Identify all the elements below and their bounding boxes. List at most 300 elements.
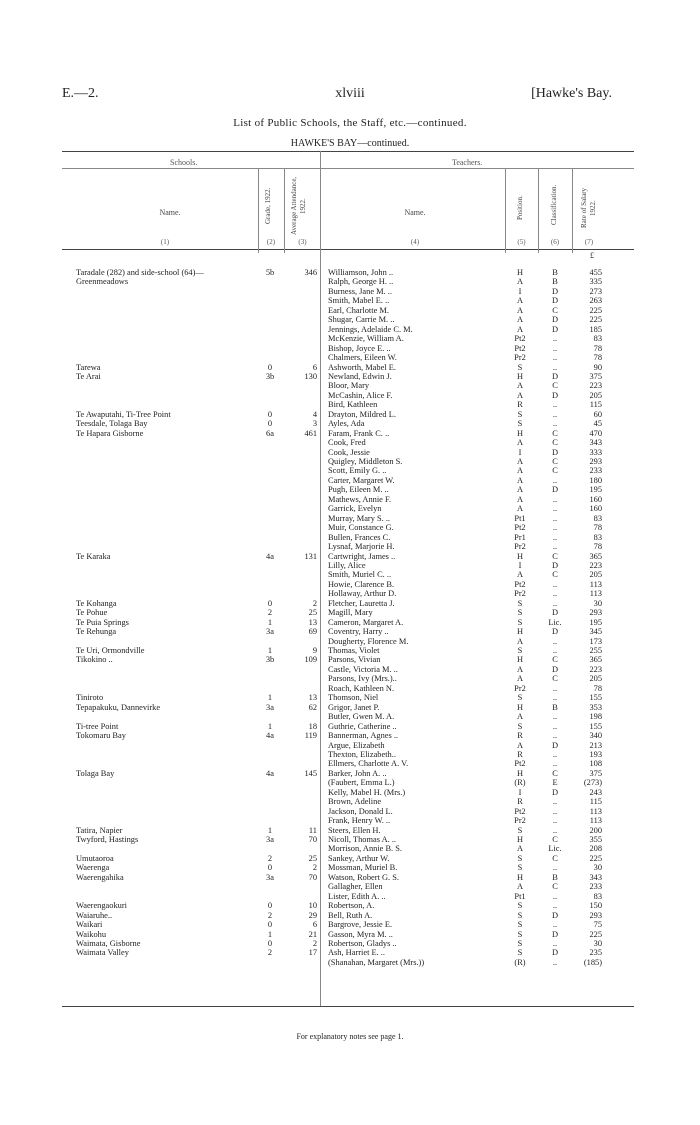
- position-cell: Pt1: [514, 891, 526, 901]
- col-number: (5): [517, 238, 526, 246]
- school-name-cell: Waimata, Gisborne: [76, 938, 141, 948]
- teacher-name-cell: Howie, Clarence B.: [328, 579, 395, 589]
- teacher-name-cell: Roach, Kathleen N.: [328, 683, 395, 693]
- classification-cell: ..: [552, 494, 558, 504]
- attendance-cell: 25: [308, 608, 317, 618]
- salary-cell: 113: [589, 589, 602, 599]
- classification-cell: ..: [552, 343, 558, 353]
- classification-cell: ..: [552, 797, 558, 807]
- school-name-cell: Te Rehunga: [76, 627, 117, 637]
- col-position: Position.: [516, 195, 524, 221]
- attendance-cell: 131: [304, 551, 317, 561]
- grade-cell: 2: [267, 853, 273, 863]
- salary-cell: 223: [589, 664, 602, 674]
- attendance-cell: 70: [308, 872, 317, 882]
- position-cell: S: [517, 598, 523, 608]
- school-name-cell: Tatira, Napier: [76, 825, 123, 835]
- classification-cell: ..: [552, 646, 558, 655]
- footer-note: For explanatory notes see page 1.: [296, 1032, 404, 1041]
- classification-cell: ..: [552, 532, 558, 542]
- classification-cell: ..: [552, 731, 558, 741]
- school-name-cell: Waikari: [76, 920, 103, 930]
- position-cell: Pt2: [514, 806, 526, 816]
- school-name-cell: Te Arai: [76, 371, 101, 381]
- teacher-name-cell: Ash, Harriet E. ..: [328, 948, 385, 958]
- salary-cell: 273: [589, 286, 602, 296]
- teacher-name-cell: Barker, John A. ..: [328, 768, 387, 778]
- classification-cell: C: [552, 882, 558, 892]
- teacher-name-cell: Parsons, Ivy (Mrs.)..: [328, 674, 397, 684]
- classification-cell: Lic.: [548, 617, 562, 627]
- position-cell: I: [518, 286, 522, 296]
- salary-cell: 225: [589, 929, 602, 939]
- salary-cell: 365: [589, 551, 602, 561]
- classification-cell: D: [551, 740, 559, 750]
- teacher-name-cell: Nicoll, Thomas A. ..: [328, 835, 397, 844]
- teacher-name-cell: Smith, Muriel C. ..: [328, 570, 392, 580]
- classification-cell: C: [552, 466, 558, 476]
- position-cell: S: [517, 721, 523, 731]
- salary-cell: 195: [589, 485, 602, 495]
- position-cell: A: [516, 305, 524, 315]
- classification-cell: D: [551, 910, 559, 920]
- salary-cell: 83: [593, 532, 602, 542]
- salary-cell: 173: [589, 636, 602, 646]
- position-cell: S: [517, 863, 523, 873]
- teacher-name-cell: Brown, Adeline: [328, 797, 382, 807]
- salary-cell: 83: [593, 334, 602, 344]
- school-name-cell: Te Kohanga: [76, 598, 117, 608]
- salary-cell: 223: [589, 381, 602, 391]
- position-cell: Pt2: [514, 579, 526, 589]
- salary-cell: 355: [589, 835, 602, 844]
- position-cell: R: [517, 400, 523, 410]
- classification-cell: ..: [552, 353, 558, 363]
- teacher-name-cell: (Faubert, Emma L.): [328, 778, 395, 788]
- school-name-cell: Tokomaru Bay: [76, 731, 126, 741]
- school-name-cell: Twyford, Hastings: [76, 835, 139, 844]
- salary-cell: 243: [589, 787, 602, 797]
- grade-cell: 1: [267, 721, 273, 731]
- position-cell: A: [516, 457, 524, 466]
- salary-cell: 78: [593, 353, 602, 363]
- teacher-name-cell: Cameron, Margaret A.: [328, 617, 404, 627]
- salary-cell: 208: [589, 844, 602, 854]
- salary-cell: 155: [589, 721, 602, 731]
- teacher-name-cell: McCashin, Alice F.: [328, 390, 393, 400]
- col-classification: Classification.: [550, 184, 558, 226]
- salary-cell: 333: [589, 447, 602, 457]
- school-name-cell: Tepapakuku, Dannevirke: [76, 702, 161, 712]
- salary-cell: 470: [589, 428, 602, 438]
- teacher-name-cell: Faram, Frank C. ..: [328, 428, 390, 438]
- position-cell: Pt1: [514, 513, 526, 523]
- teacher-name-cell: Dougherty, Florence M.: [328, 636, 409, 646]
- teacher-name-cell: Kelly, Mabel H. (Mrs.): [328, 787, 406, 797]
- classification-cell: C: [552, 835, 558, 844]
- school-name-cell: Waerengahika: [76, 872, 124, 882]
- salary-cell: 113: [589, 579, 602, 589]
- position-cell: (R): [514, 778, 526, 788]
- grade-cell: 0: [267, 362, 273, 372]
- classification-cell: C: [552, 853, 558, 863]
- position-cell: Pr2: [514, 542, 526, 552]
- attendance-cell: 2: [312, 938, 317, 948]
- teacher-name-cell: Bird, Kathleen: [328, 400, 378, 410]
- classification-cell: B: [552, 702, 558, 712]
- classification-cell: ..: [552, 334, 558, 344]
- classification-cell: C: [552, 428, 558, 438]
- teacher-name-cell: Murray, Mary S. ..: [328, 513, 391, 523]
- attendance-cell: 11: [308, 825, 317, 835]
- classification-cell: ..: [552, 863, 558, 873]
- salary-cell: 375: [589, 768, 602, 778]
- classification-cell: D: [551, 627, 559, 637]
- attendance-cell: 13: [308, 693, 317, 703]
- position-cell: A: [516, 712, 524, 722]
- classification-cell: D: [551, 560, 559, 570]
- position-cell: R: [517, 797, 523, 807]
- teacher-name-cell: Ashworth, Mabel E.: [328, 362, 396, 372]
- grade-cell: 6a: [266, 428, 274, 438]
- page-number: xlviii: [335, 86, 365, 101]
- teacher-name-cell: Thexton, Elizabeth..: [328, 749, 396, 759]
- salary-cell: 255: [589, 646, 602, 655]
- position-cell: H: [516, 371, 524, 381]
- teacher-name-cell: Grigor, Janet P.: [328, 702, 380, 712]
- attendance-cell: 461: [304, 428, 317, 438]
- teacher-name-cell: Garrick, Evelyn: [328, 504, 382, 514]
- grade-cell: 3a: [266, 627, 274, 637]
- teacher-name-cell: Morrison, Annie B. S.: [328, 844, 402, 854]
- classification-cell: D: [551, 608, 559, 618]
- attendance-cell: 18: [308, 721, 317, 731]
- grade-cell: 1: [267, 929, 273, 939]
- salary-cell: 83: [593, 513, 602, 523]
- teacher-name-cell: Williamson, John ..: [328, 268, 394, 277]
- salary-cell: 353: [589, 702, 602, 712]
- position-cell: A: [516, 324, 524, 334]
- teacher-name-cell: Frank, Henry W. ..: [328, 816, 391, 826]
- teacher-name-cell: Steers, Ellen H.: [328, 825, 381, 835]
- salary-cell: 30: [593, 598, 602, 608]
- position-cell: H: [516, 268, 524, 277]
- classification-cell: ..: [552, 636, 558, 646]
- grade-cell: 3a: [266, 835, 274, 844]
- teacher-name-cell: Cook, Fred: [328, 438, 366, 448]
- attendance-cell: 13: [308, 617, 317, 627]
- salary-cell: 340: [589, 731, 602, 741]
- grade-cell: 4a: [266, 551, 274, 561]
- salary-cell: 335: [589, 277, 602, 287]
- teacher-name-cell: Sankey, Arthur W.: [328, 853, 390, 863]
- position-cell: S: [517, 617, 523, 627]
- salary-cell: 115: [589, 797, 602, 807]
- page-title: List of Public Schools, the Staff, etc.—continued.: [233, 117, 467, 129]
- classification-cell: D: [551, 664, 559, 674]
- col-number: (3): [298, 238, 307, 246]
- teacher-name-cell: Gasson, Myra M. ..: [328, 929, 393, 939]
- salary-cell: 30: [593, 863, 602, 873]
- classification-cell: ..: [552, 409, 558, 419]
- classification-cell: B: [552, 872, 558, 882]
- salary-cell: 343: [589, 438, 602, 448]
- position-cell: Pr1: [514, 532, 526, 542]
- salary-cell: 78: [593, 683, 602, 693]
- position-cell: A: [516, 475, 524, 485]
- teacher-name-cell: Bloor, Mary: [328, 381, 370, 391]
- grade-cell: 2: [267, 608, 273, 618]
- position-cell: H: [516, 768, 524, 778]
- classification-cell: D: [551, 315, 559, 325]
- attendance-cell: 17: [308, 948, 317, 958]
- region-header: [Hawke's Bay.: [531, 86, 612, 101]
- salary-cell: 90: [593, 362, 602, 372]
- teacher-name-cell: Jennings, Adelaide C. M.: [328, 324, 413, 334]
- position-cell: Pt2: [514, 759, 526, 769]
- position-cell: Pt2: [514, 334, 526, 344]
- classification-cell: ..: [552, 891, 558, 901]
- salary-cell: 200: [589, 825, 602, 835]
- school-name-cell: Waimata Valley: [76, 948, 129, 958]
- teacher-name-cell: Earl, Charlotte M.: [328, 305, 389, 315]
- attendance-cell: 25: [308, 853, 317, 863]
- attendance-cell: 4: [312, 409, 317, 419]
- position-cell: S: [517, 948, 523, 958]
- position-cell: S: [517, 825, 523, 835]
- col-number: (6): [550, 238, 560, 246]
- position-cell: R: [517, 749, 523, 759]
- salary-cell: 225: [589, 305, 602, 315]
- salary-cell: 223: [589, 560, 602, 570]
- teacher-name-cell: Mossman, Muriel B.: [328, 863, 398, 873]
- classification-cell: ..: [552, 598, 558, 608]
- school-name-cell: Te Karaka: [76, 551, 111, 561]
- position-cell: A: [516, 664, 524, 674]
- grade-cell: 3b: [265, 655, 275, 665]
- grade-cell: 2: [267, 910, 273, 920]
- salary-cell: 205: [589, 674, 602, 684]
- position-cell: A: [516, 674, 524, 684]
- position-cell: H: [516, 655, 524, 665]
- salary-cell: 225: [589, 315, 602, 325]
- position-cell: S: [517, 608, 523, 618]
- classification-cell: ..: [552, 749, 558, 759]
- position-cell: H: [516, 702, 524, 712]
- salary-cell: 235: [589, 948, 602, 958]
- salary-cell: 233: [589, 466, 602, 476]
- school-name-cell: Tolaga Bay: [76, 768, 115, 778]
- school-name-cell: Greenmeadows: [76, 277, 129, 287]
- school-name-cell: Waikohu: [76, 929, 107, 939]
- teacher-name-cell: Newland, Edwin J.: [328, 371, 392, 381]
- salary-cell: 375: [589, 371, 602, 381]
- position-cell: Pr2: [514, 683, 526, 693]
- school-name-cell: Umutaoroa: [76, 853, 114, 863]
- classification-cell: ..: [552, 589, 558, 599]
- position-cell: H: [516, 872, 524, 882]
- grade-cell: 0: [267, 598, 273, 608]
- teacher-name-cell: Pugh, Eileen M. ..: [328, 485, 389, 495]
- grade-cell: 0: [267, 901, 273, 911]
- school-name-cell: Teesdale, Tolaga Bay: [76, 419, 148, 429]
- salary-cell: 113: [589, 806, 602, 816]
- col-grade: Grade, 1922.: [264, 187, 272, 225]
- classification-cell: D: [551, 296, 559, 306]
- col-salary: Rate of Salary 1922.: [580, 187, 597, 229]
- salary-cell: 213: [589, 740, 602, 750]
- classification-cell: ..: [552, 712, 558, 722]
- position-cell: H: [516, 835, 524, 844]
- schools-group-header: Schools.: [170, 158, 198, 167]
- position-cell: S: [517, 929, 523, 939]
- classification-cell: ..: [552, 513, 558, 523]
- classification-cell: ..: [552, 901, 558, 911]
- attendance-cell: 6: [312, 362, 317, 372]
- position-cell: S: [517, 362, 523, 372]
- school-name-cell: Te Pohue: [76, 608, 108, 618]
- teacher-name-cell: Ayles, Ada: [328, 419, 365, 429]
- school-name-cell: Tarewa: [76, 362, 101, 372]
- teacher-name-cell: Gallagher, Ellen: [328, 882, 383, 892]
- teacher-name-cell: Argue, Elizabeth: [328, 740, 385, 750]
- teacher-name-cell: Cook, Jessie: [328, 447, 370, 457]
- grade-cell: 1: [267, 693, 273, 703]
- salary-cell: 83: [593, 891, 602, 901]
- position-cell: S: [517, 646, 523, 655]
- salary-cell: 185: [589, 324, 602, 334]
- teacher-name-cell: Thomas, Violet: [328, 646, 380, 655]
- position-cell: A: [516, 466, 524, 476]
- attendance-cell: 346: [304, 268, 317, 277]
- salary-cell: 30: [593, 938, 602, 948]
- grade-cell: 0: [267, 938, 273, 948]
- salary-cell: 205: [589, 570, 602, 580]
- classification-cell: C: [552, 305, 558, 315]
- attendance-cell: 2: [312, 863, 317, 873]
- attendance-cell: 130: [304, 371, 317, 381]
- salary-cell: (273): [583, 778, 602, 788]
- salary-cell: 225: [589, 853, 602, 863]
- teacher-name-cell: Hollaway, Arthur D.: [328, 589, 397, 599]
- classification-cell: C: [552, 768, 558, 778]
- teacher-name-cell: Robertson, Gladys ..: [328, 938, 397, 948]
- teacher-name-cell: Parsons, Vivian: [328, 655, 381, 665]
- classification-cell: ..: [552, 938, 558, 948]
- classification-cell: ..: [552, 475, 558, 485]
- classification-cell: C: [552, 655, 558, 665]
- salary-cell: 113: [589, 816, 602, 826]
- teacher-name-cell: Quigley, Middleton S.: [328, 457, 403, 466]
- teacher-name-cell: Mathews, Annie F.: [328, 494, 392, 504]
- teacher-name-cell: Lister, Edith A. ..: [328, 891, 386, 901]
- position-cell: S: [517, 910, 523, 920]
- classification-cell: E: [552, 778, 558, 788]
- position-cell: A: [516, 844, 524, 854]
- attendance-cell: 119: [304, 731, 317, 741]
- school-name-cell: Waerenga: [76, 863, 110, 873]
- grade-cell: 0: [267, 863, 273, 873]
- position-cell: S: [517, 920, 523, 930]
- teacher-name-cell: Watson, Robert G. S.: [328, 872, 399, 882]
- teacher-name-cell: Castle, Victoria M. ..: [328, 664, 398, 674]
- classification-cell: ..: [552, 816, 558, 826]
- position-cell: A: [516, 504, 524, 514]
- position-cell: A: [516, 740, 524, 750]
- position-cell: I: [518, 447, 522, 457]
- salary-cell: 198: [589, 712, 602, 722]
- salary-cell: 345: [589, 627, 602, 637]
- attendance-cell: 2: [312, 598, 317, 608]
- grade-cell: 2: [267, 948, 273, 958]
- classification-cell: D: [551, 787, 559, 797]
- grade-cell: 1: [267, 646, 273, 655]
- salary-cell: 263: [589, 296, 602, 306]
- teacher-name-cell: Jackson, Donald L.: [328, 806, 393, 816]
- table-top-rule: [62, 151, 634, 152]
- col-attendance: Average Attendance, 1922.: [290, 176, 307, 236]
- position-cell: H: [516, 428, 524, 438]
- position-cell: A: [516, 438, 524, 448]
- position-cell: A: [516, 494, 524, 504]
- school-name-cell: Te Puia Springs: [76, 617, 129, 627]
- grade-cell: 3a: [266, 872, 274, 882]
- position-cell: A: [516, 882, 524, 892]
- salary-cell: 195: [589, 617, 602, 627]
- attendance-cell: 62: [308, 702, 317, 712]
- grade-cell: 4a: [266, 731, 274, 741]
- salary-cell: 78: [593, 542, 602, 552]
- teacher-name-cell: Bargrove, Jessie E.: [328, 920, 393, 930]
- classification-cell: Lic.: [548, 844, 562, 854]
- position-cell: I: [518, 560, 522, 570]
- salary-cell: (185): [583, 957, 602, 967]
- classification-cell: D: [551, 286, 559, 296]
- position-cell: A: [516, 485, 524, 495]
- position-cell: H: [516, 551, 524, 561]
- grade-cell: 1: [267, 617, 273, 627]
- position-cell: S: [517, 853, 523, 863]
- salary-cell: 293: [589, 457, 602, 466]
- school-name-cell: Ti-tree Point: [76, 721, 119, 731]
- school-name-cell: Te Awaputahi, Ti-Tree Point: [76, 409, 171, 419]
- position-cell: S: [517, 409, 523, 419]
- classification-cell: D: [551, 929, 559, 939]
- position-cell: A: [516, 570, 524, 580]
- teacher-name-cell: Chalmers, Eileen W.: [328, 353, 397, 363]
- attendance-cell: 109: [304, 655, 317, 665]
- salary-cell: 75: [593, 920, 602, 930]
- teacher-name-cell: Bannerman, Agnes ..: [328, 731, 399, 741]
- teacher-name-cell: Butler, Gwen M. A.: [328, 712, 395, 722]
- salary-cell: 115: [589, 400, 602, 410]
- attendance-cell: 10: [308, 901, 317, 911]
- salary-cell: 233: [589, 882, 602, 892]
- position-cell: Pt2: [514, 523, 526, 533]
- classification-cell: ..: [552, 683, 558, 693]
- classification-cell: C: [552, 438, 558, 448]
- position-cell: A: [516, 315, 524, 325]
- teacher-name-cell: Shugar, Carrie M. ..: [328, 315, 395, 325]
- position-cell: Pr2: [514, 589, 526, 599]
- position-cell: A: [516, 277, 524, 287]
- teacher-name-cell: Lysnaf, Marjorie H.: [328, 542, 395, 552]
- position-cell: A: [516, 636, 524, 646]
- salary-cell: 343: [589, 872, 602, 882]
- attendance-cell: 29: [308, 910, 317, 920]
- table-row: [0, 958, 700, 968]
- teacher-name-cell: Drayton, Mildred L.: [328, 409, 396, 419]
